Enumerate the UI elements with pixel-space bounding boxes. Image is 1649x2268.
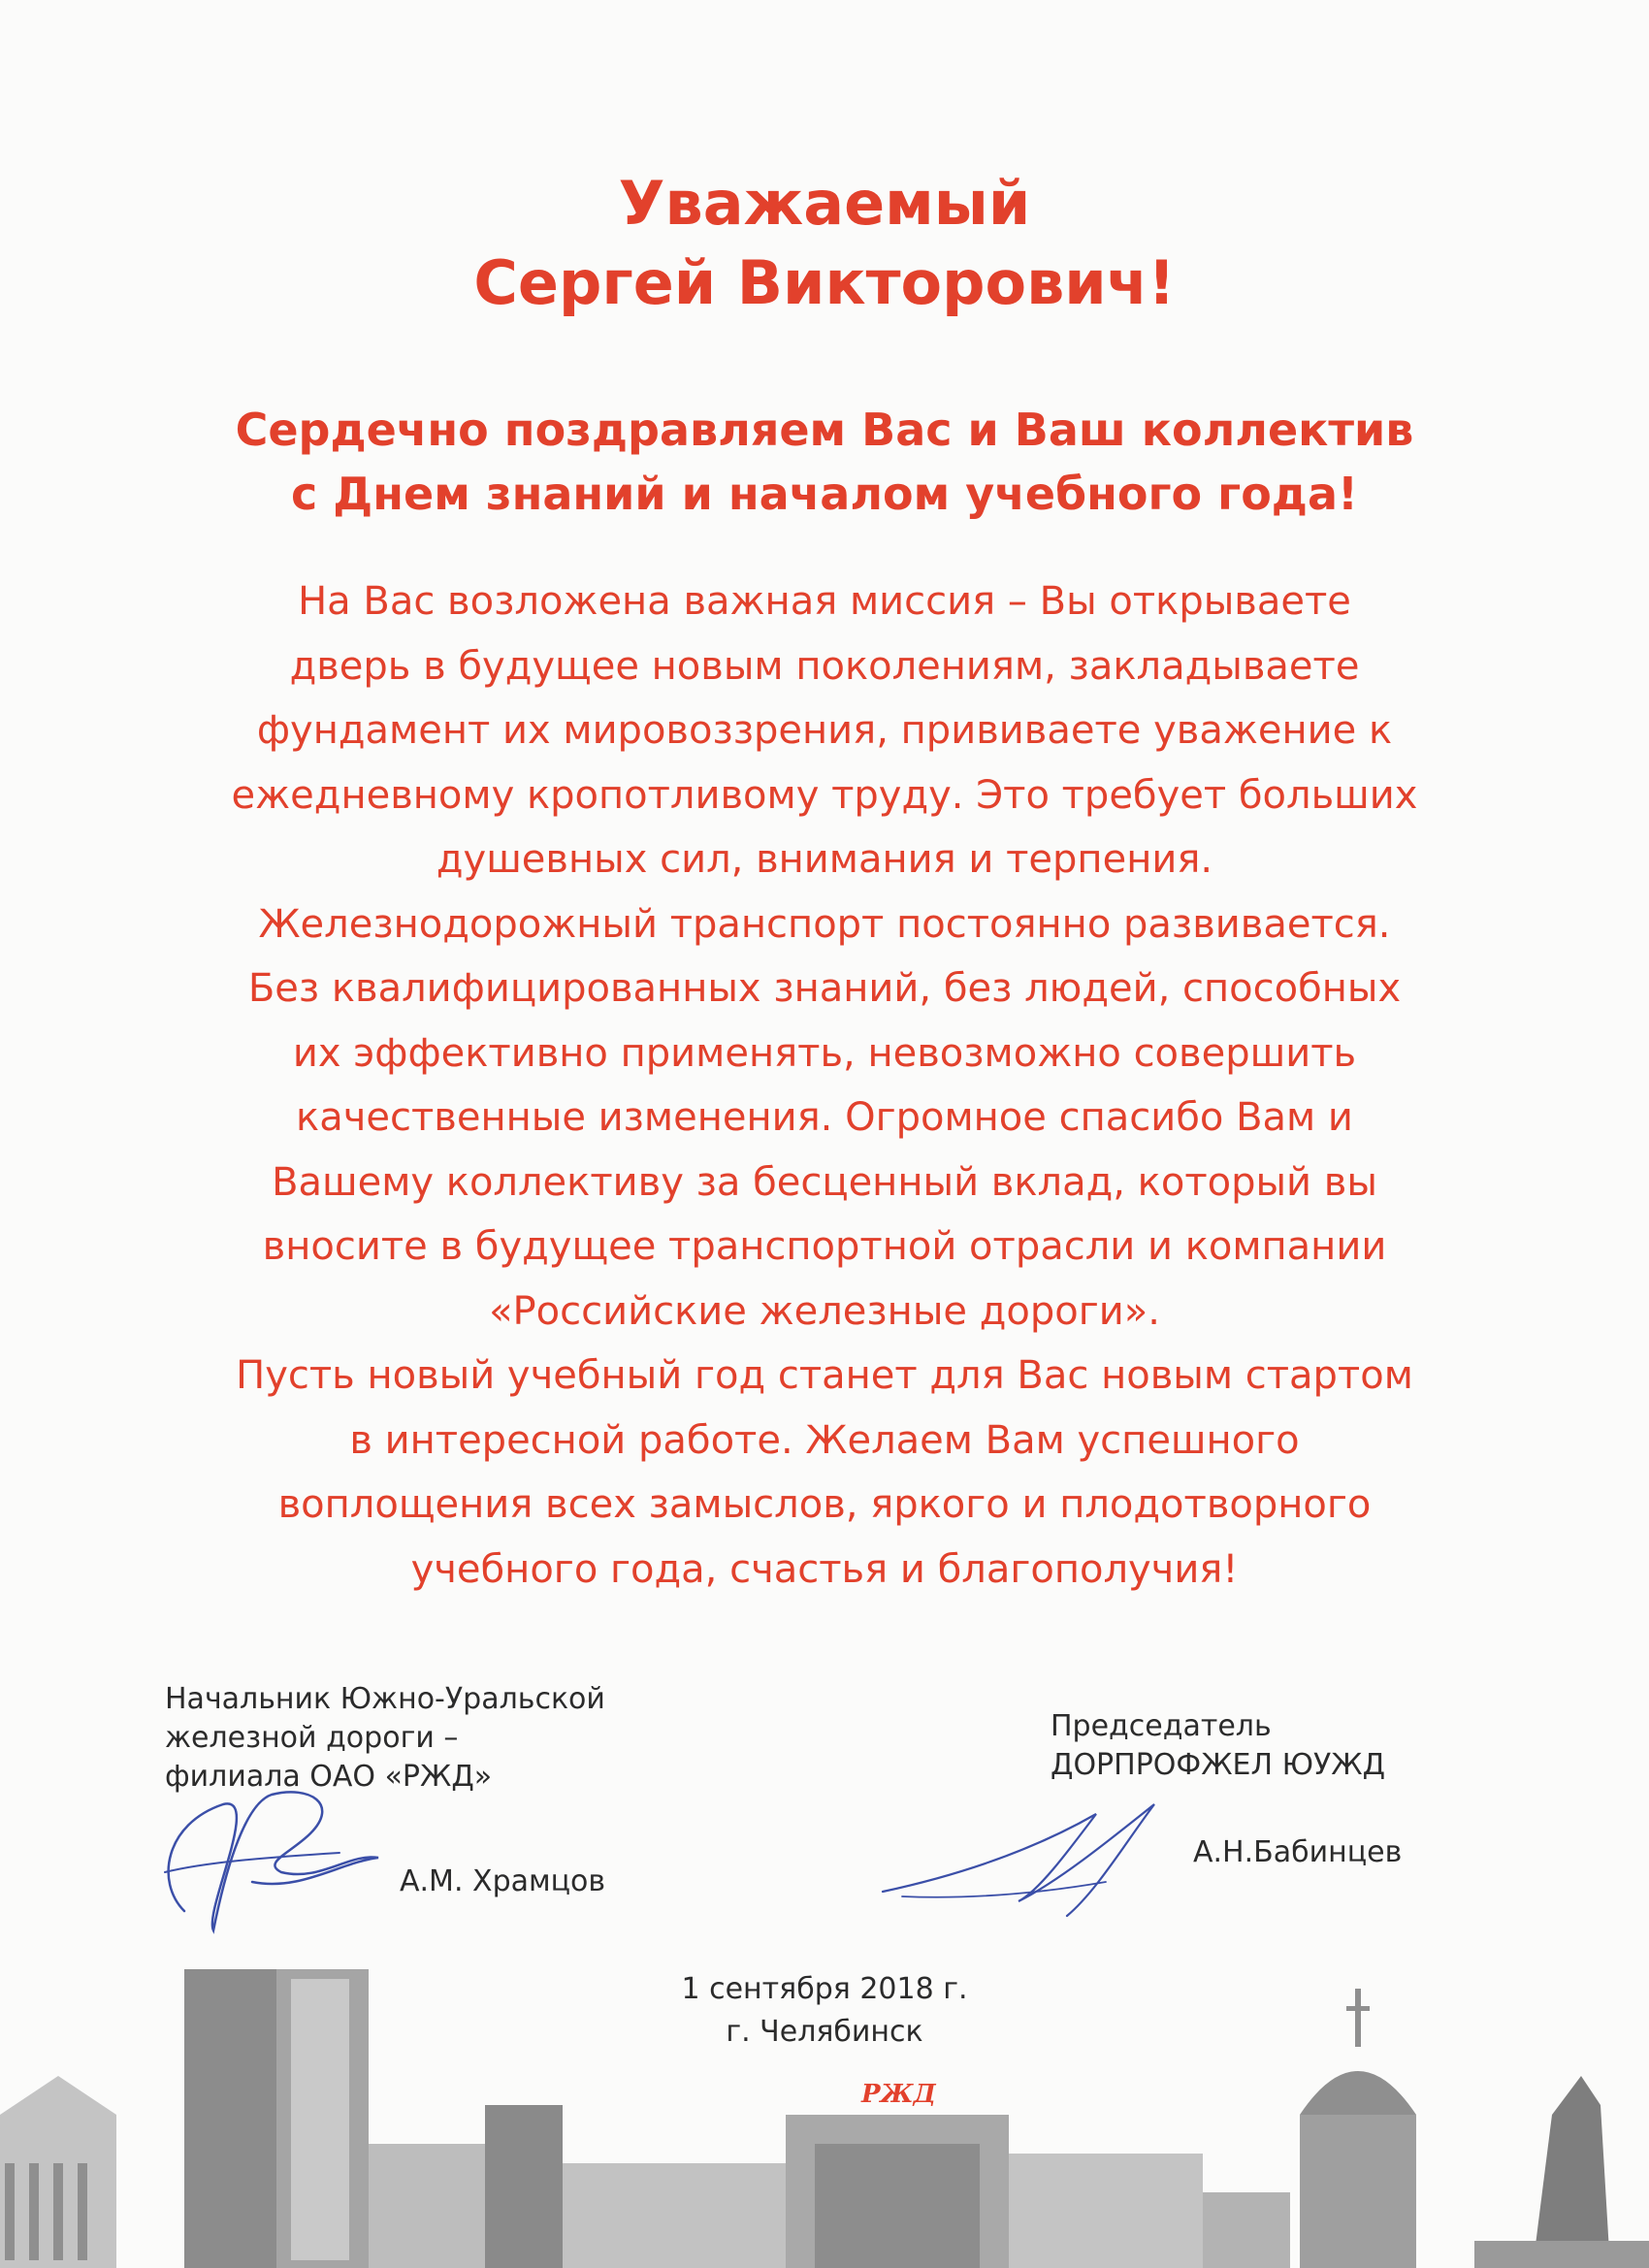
body-line: вносите в будущее транспортной отрасли и компании xyxy=(262,1224,1387,1269)
left-signatory-name: А.М. Храмцов xyxy=(400,1864,606,1898)
body-line: Вашему коллективу за бесценный вклад, который вы xyxy=(272,1159,1377,1205)
body-line: душевных сил, внимания и терпения. xyxy=(436,837,1213,882)
rzd-logo: РЖД xyxy=(861,2080,936,2109)
body-line: в интересной работе. Желаем Вам успешного xyxy=(349,1417,1300,1463)
congratulation-heading xyxy=(0,398,1649,526)
greeting-line-1: Уважаемый xyxy=(618,168,1031,239)
letter-city: г. Челябинск xyxy=(726,2015,923,2049)
congratulation-line-2: с Днем знаний и началом учебного года! xyxy=(291,468,1358,520)
right-signature-icon xyxy=(873,1785,1183,1930)
city-skyline-illustration xyxy=(0,1969,1649,2268)
body-line: учебного года, счастья и благополучия! xyxy=(410,1546,1239,1592)
right-signatory-title xyxy=(1051,1707,1385,1785)
body-line: воплощения всех замыслов, яркого и плодотворного xyxy=(277,1482,1372,1527)
body-line: ежедневному кропотливому труду. Это требует больших xyxy=(231,772,1418,818)
body-line: их эффективно применять, невозможно совершить xyxy=(292,1030,1357,1076)
right-title-line-2: ДОРПРОФЖЕЛ ЮУЖД xyxy=(1051,1748,1386,1782)
letter-date: 1 сентября 2018 г. xyxy=(681,1972,968,2006)
left-title-line-1: Начальник Южно-Уральской xyxy=(165,1682,605,1716)
left-title-line-2: железной дороги – xyxy=(165,1721,459,1755)
body-line: Пусть новый учебный год станет для Вас новым стартом xyxy=(236,1353,1413,1398)
body-line: «Российские железные дороги». xyxy=(489,1288,1160,1334)
body-line: Железнодорожный транспорт постоянно развивается. xyxy=(258,901,1391,947)
letter-body xyxy=(146,569,1504,1602)
body-line: Без квалифицированных знаний, без людей, способных xyxy=(247,966,1402,1011)
body-line: фундамент их мировоззрения, прививаете уважение к xyxy=(256,708,1393,753)
congratulation-line-1: Сердечно поздравляем Вас и Ваш коллектив xyxy=(235,404,1414,456)
body-line: На Вас возложена важная миссия – Вы открываете xyxy=(298,579,1351,624)
left-title-line-3: филиала ОАО «РЖД» xyxy=(165,1760,493,1794)
body-line: качественные изменения. Огромное спасибо Вам и xyxy=(296,1095,1353,1140)
body-line: дверь в будущее новым поколениям, закладываете xyxy=(289,643,1360,689)
right-signatory-name: А.Н.Бабинцев xyxy=(1193,1835,1403,1869)
left-signature-icon xyxy=(146,1766,398,1950)
greeting-line-2: Сергей Викторович! xyxy=(473,247,1176,318)
right-title-line-1: Председатель xyxy=(1051,1709,1272,1743)
